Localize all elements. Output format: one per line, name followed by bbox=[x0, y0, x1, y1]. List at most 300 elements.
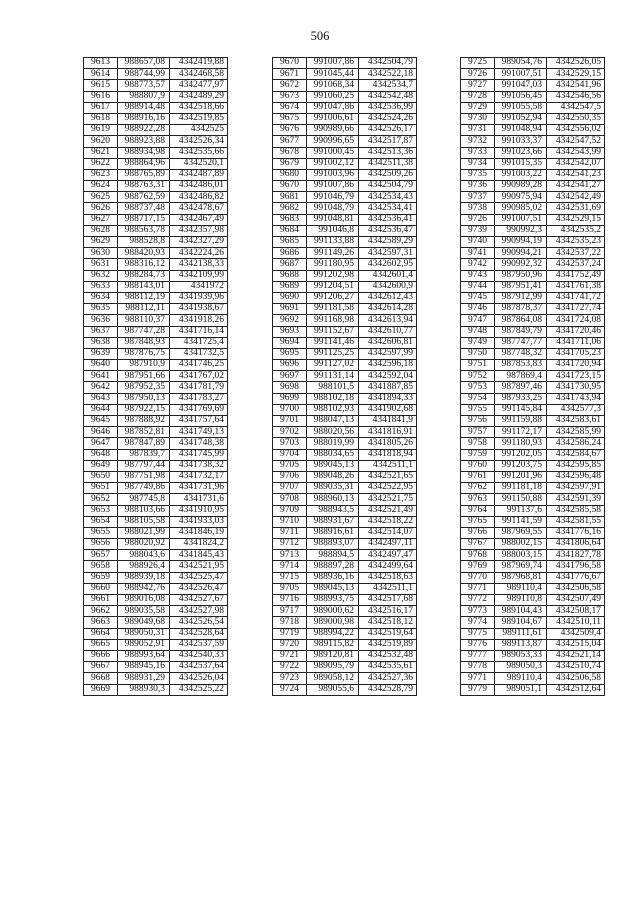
x-coordinate-cell: 991056,45 bbox=[495, 91, 547, 102]
x-coordinate-cell: 991068,34 bbox=[307, 80, 359, 91]
y-coordinate-cell: 4341741,72 bbox=[547, 292, 605, 303]
coordinate-table-left bbox=[83, 57, 228, 696]
x-coordinate-cell: 991150,88 bbox=[495, 494, 547, 505]
x-coordinate-cell: 988284,73 bbox=[118, 270, 170, 281]
x-coordinate-cell: 989110,8 bbox=[495, 595, 547, 606]
table-row bbox=[84, 281, 228, 292]
x-coordinate-cell: 991202,05 bbox=[495, 449, 547, 460]
x-coordinate-cell: 988893,07 bbox=[307, 539, 359, 550]
point-number-cell: 9726 bbox=[461, 214, 495, 225]
table-row bbox=[84, 237, 228, 248]
point-number-cell: 9628 bbox=[84, 225, 118, 236]
x-coordinate-cell: 991172,17 bbox=[495, 427, 547, 438]
table-row bbox=[461, 225, 605, 236]
table-row bbox=[273, 281, 417, 292]
x-coordinate-cell: 988034,65 bbox=[307, 449, 359, 460]
y-coordinate-cell: 4342526,47 bbox=[170, 583, 228, 594]
table-row bbox=[461, 527, 605, 538]
x-coordinate-cell: 987951,66 bbox=[118, 371, 170, 382]
point-number-cell: 9764 bbox=[461, 505, 495, 516]
y-coordinate-cell: 4342610,77 bbox=[359, 326, 417, 337]
x-coordinate-cell: 988914,48 bbox=[118, 102, 170, 113]
y-coordinate-cell: 4341761,38 bbox=[547, 281, 605, 292]
table-row bbox=[461, 516, 605, 527]
x-coordinate-cell: 991201,96 bbox=[495, 471, 547, 482]
x-coordinate-cell: 990985,02 bbox=[495, 203, 547, 214]
x-coordinate-cell: 987849,79 bbox=[495, 326, 547, 337]
table-row bbox=[273, 360, 417, 371]
x-coordinate-cell: 991181,58 bbox=[307, 304, 359, 315]
x-coordinate-cell: 990994,19 bbox=[495, 237, 547, 248]
table-row bbox=[461, 684, 605, 695]
point-number-cell: 9723 bbox=[273, 673, 307, 684]
table-row bbox=[84, 416, 228, 427]
table-row bbox=[273, 348, 417, 359]
x-coordinate-cell: 987869,4 bbox=[495, 371, 547, 382]
point-number-cell: 9660 bbox=[84, 583, 118, 594]
y-coordinate-cell: 4342535,2 bbox=[547, 225, 605, 236]
x-coordinate-cell: 989111,61 bbox=[495, 628, 547, 639]
x-coordinate-cell: 987952,35 bbox=[118, 382, 170, 393]
point-number-cell: 9751 bbox=[461, 360, 495, 371]
y-coordinate-cell: 4342541,23 bbox=[547, 169, 605, 180]
point-number-cell: 9642 bbox=[84, 382, 118, 393]
table-row bbox=[461, 259, 605, 270]
y-coordinate-cell: 4342511,38 bbox=[359, 158, 417, 169]
x-coordinate-cell: 991203,75 bbox=[495, 460, 547, 471]
point-number-cell: 9613 bbox=[84, 58, 118, 69]
x-coordinate-cell: 991141,59 bbox=[495, 516, 547, 527]
x-coordinate-cell: 987751,98 bbox=[118, 471, 170, 482]
point-number-cell: 9701 bbox=[273, 416, 307, 427]
point-number-cell: 9716 bbox=[273, 595, 307, 606]
point-number-cell: 9776 bbox=[461, 639, 495, 650]
x-coordinate-cell: 991159,88 bbox=[495, 416, 547, 427]
point-number-cell: 9673 bbox=[273, 91, 307, 102]
point-number-cell: 9736 bbox=[461, 181, 495, 192]
x-coordinate-cell: 988994,22 bbox=[307, 628, 359, 639]
y-coordinate-cell: 4342546,56 bbox=[547, 91, 605, 102]
x-coordinate-cell: 989000,62 bbox=[307, 606, 359, 617]
y-coordinate-cell: 4341748,38 bbox=[170, 438, 228, 449]
point-number-cell: 9656 bbox=[84, 539, 118, 550]
table-row bbox=[84, 147, 228, 158]
point-number-cell: 9643 bbox=[84, 393, 118, 404]
table-row bbox=[84, 304, 228, 315]
x-coordinate-cell: 990992,32 bbox=[495, 259, 547, 270]
point-number-cell: 9622 bbox=[84, 158, 118, 169]
x-coordinate-cell: 988563,78 bbox=[118, 225, 170, 236]
table-row bbox=[273, 292, 417, 303]
table-row bbox=[461, 270, 605, 281]
x-coordinate-cell: 991060,25 bbox=[307, 91, 359, 102]
x-coordinate-cell: 988047,13 bbox=[307, 416, 359, 427]
y-coordinate-cell: 4342537,22 bbox=[547, 248, 605, 259]
y-coordinate-cell: 4341902,68 bbox=[359, 404, 417, 415]
y-coordinate-cell: 4342519,85 bbox=[170, 113, 228, 124]
y-coordinate-cell: 4341846,19 bbox=[170, 527, 228, 538]
x-coordinate-cell: 987878,37 bbox=[495, 304, 547, 315]
y-coordinate-cell: 4341894,33 bbox=[359, 393, 417, 404]
table-row bbox=[273, 136, 417, 147]
point-number-cell: 9749 bbox=[461, 337, 495, 348]
x-coordinate-cell: 991007,51 bbox=[495, 214, 547, 225]
y-coordinate-cell: 4341720,46 bbox=[547, 326, 605, 337]
y-coordinate-cell: 4342497,47 bbox=[359, 550, 417, 561]
x-coordinate-cell: 988934,98 bbox=[118, 147, 170, 158]
point-number-cell: 9682 bbox=[273, 203, 307, 214]
table-row bbox=[273, 326, 417, 337]
point-number-cell: 9715 bbox=[273, 572, 307, 583]
y-coordinate-cell: 4342596,48 bbox=[547, 471, 605, 482]
y-coordinate-cell: 4342489,29 bbox=[170, 91, 228, 102]
x-coordinate-cell: 987950,13 bbox=[118, 393, 170, 404]
point-number-cell: 9683 bbox=[273, 214, 307, 225]
table-row bbox=[84, 192, 228, 203]
point-number-cell: 9713 bbox=[273, 550, 307, 561]
y-coordinate-cell: 4342601,4 bbox=[359, 270, 417, 281]
table-row bbox=[84, 80, 228, 91]
x-coordinate-cell: 988993,75 bbox=[307, 595, 359, 606]
x-coordinate-cell: 991046,79 bbox=[307, 192, 359, 203]
y-coordinate-cell: 4342504,79 bbox=[359, 58, 417, 69]
table-row bbox=[84, 125, 228, 136]
table-row bbox=[84, 181, 228, 192]
table-row bbox=[461, 404, 605, 415]
y-coordinate-cell: 4342526,05 bbox=[547, 58, 605, 69]
x-coordinate-cell: 988102,93 bbox=[307, 404, 359, 415]
point-number-cell: 9738 bbox=[461, 203, 495, 214]
x-coordinate-cell: 991152,67 bbox=[307, 326, 359, 337]
y-coordinate-cell: 4342597,91 bbox=[547, 483, 605, 494]
x-coordinate-cell: 988897,28 bbox=[307, 561, 359, 572]
point-number-cell: 9725 bbox=[461, 58, 495, 69]
x-coordinate-cell: 990989,66 bbox=[307, 125, 359, 136]
x-coordinate-cell: 989035,58 bbox=[118, 606, 170, 617]
y-coordinate-cell: 4341845,43 bbox=[170, 550, 228, 561]
y-coordinate-cell: 4342602,95 bbox=[359, 259, 417, 270]
table-row bbox=[84, 169, 228, 180]
x-coordinate-cell: 988916,16 bbox=[118, 113, 170, 124]
table-row bbox=[273, 404, 417, 415]
x-coordinate-cell: 989115,82 bbox=[307, 639, 359, 650]
table-row bbox=[461, 181, 605, 192]
point-number-cell: 9742 bbox=[461, 259, 495, 270]
x-coordinate-cell: 991045,44 bbox=[307, 69, 359, 80]
y-coordinate-cell: 4342612,43 bbox=[359, 292, 417, 303]
y-coordinate-cell: 4341749,13 bbox=[170, 427, 228, 438]
point-number-cell: 9625 bbox=[84, 192, 118, 203]
point-number-cell: 9623 bbox=[84, 169, 118, 180]
point-number-cell: 9635 bbox=[84, 304, 118, 315]
x-coordinate-cell: 988316,12 bbox=[118, 259, 170, 270]
x-coordinate-cell: 987888,92 bbox=[118, 416, 170, 427]
point-number-cell: 9661 bbox=[84, 595, 118, 606]
point-number-cell: 9763 bbox=[461, 494, 495, 505]
table-row bbox=[84, 494, 228, 505]
y-coordinate-cell: 4342528,64 bbox=[170, 628, 228, 639]
table-row bbox=[273, 583, 417, 594]
point-number-cell: 9694 bbox=[273, 337, 307, 348]
point-number-cell: 9648 bbox=[84, 449, 118, 460]
table-row bbox=[461, 449, 605, 460]
x-coordinate-cell: 988936,16 bbox=[307, 572, 359, 583]
y-coordinate-cell: 4341757,64 bbox=[170, 416, 228, 427]
table-row bbox=[461, 192, 605, 203]
x-coordinate-cell: 989110,4 bbox=[495, 673, 547, 684]
y-coordinate-cell: 4342467,49 bbox=[170, 214, 228, 225]
y-coordinate-cell: 4341731,96 bbox=[170, 483, 228, 494]
point-number-cell: 9652 bbox=[84, 494, 118, 505]
y-coordinate-cell: 4341752,49 bbox=[547, 270, 605, 281]
table-row bbox=[273, 673, 417, 684]
table-row bbox=[84, 527, 228, 538]
table-row bbox=[461, 158, 605, 169]
table-row bbox=[273, 113, 417, 124]
x-coordinate-cell: 989050,31 bbox=[118, 628, 170, 639]
point-number-cell: 9684 bbox=[273, 225, 307, 236]
y-coordinate-cell: 4342547,5 bbox=[547, 102, 605, 113]
table-row bbox=[273, 181, 417, 192]
y-coordinate-cell: 4342327,29 bbox=[170, 237, 228, 248]
y-coordinate-cell: 4342586,24 bbox=[547, 438, 605, 449]
x-coordinate-cell: 988943,5 bbox=[307, 505, 359, 516]
table-row bbox=[461, 550, 605, 561]
x-coordinate-cell: 991180,95 bbox=[307, 259, 359, 270]
table-row bbox=[84, 136, 228, 147]
x-coordinate-cell: 989035,31 bbox=[307, 483, 359, 494]
point-number-cell: 9693 bbox=[273, 326, 307, 337]
table-row bbox=[461, 292, 605, 303]
point-number-cell: 9671 bbox=[273, 69, 307, 80]
table-row bbox=[461, 58, 605, 69]
point-number-cell: 9681 bbox=[273, 192, 307, 203]
x-coordinate-cell: 988939,18 bbox=[118, 572, 170, 583]
point-number-cell: 9637 bbox=[84, 326, 118, 337]
point-number-cell: 9630 bbox=[84, 248, 118, 259]
table-row bbox=[84, 483, 228, 494]
x-coordinate-cell: 991141,46 bbox=[307, 337, 359, 348]
y-coordinate-cell: 4342525,47 bbox=[170, 572, 228, 583]
y-coordinate-cell: 4342542,49 bbox=[547, 192, 605, 203]
point-number-cell: 9772 bbox=[461, 595, 495, 606]
table-row bbox=[84, 505, 228, 516]
y-coordinate-cell: 4341743,94 bbox=[547, 393, 605, 404]
y-coordinate-cell: 4342510,74 bbox=[547, 662, 605, 673]
table-row bbox=[273, 561, 417, 572]
x-coordinate-cell: 988864,96 bbox=[118, 158, 170, 169]
point-number-cell: 9657 bbox=[84, 550, 118, 561]
y-coordinate-cell: 4341805,26 bbox=[359, 438, 417, 449]
x-coordinate-cell: 987969,74 bbox=[495, 561, 547, 572]
table-row bbox=[84, 561, 228, 572]
table-row bbox=[461, 595, 605, 606]
y-coordinate-cell: 4342528,79 bbox=[359, 684, 417, 695]
table-row bbox=[461, 606, 605, 617]
point-number-cell: 9712 bbox=[273, 539, 307, 550]
table-row bbox=[84, 348, 228, 359]
point-number-cell: 9714 bbox=[273, 561, 307, 572]
point-number-cell: 9675 bbox=[273, 113, 307, 124]
point-number-cell: 9614 bbox=[84, 69, 118, 80]
point-number-cell: 9654 bbox=[84, 516, 118, 527]
y-coordinate-cell: 4341938,67 bbox=[170, 304, 228, 315]
y-coordinate-cell: 4342486,82 bbox=[170, 192, 228, 203]
point-number-cell: 9755 bbox=[461, 404, 495, 415]
y-coordinate-cell: 4342527,98 bbox=[170, 606, 228, 617]
y-coordinate-cell: 4342535,61 bbox=[359, 662, 417, 673]
point-number-cell: 9664 bbox=[84, 628, 118, 639]
point-number-cell: 9686 bbox=[273, 248, 307, 259]
x-coordinate-cell: 991181,18 bbox=[495, 483, 547, 494]
y-coordinate-cell: 4342519,64 bbox=[359, 628, 417, 639]
point-number-cell: 9649 bbox=[84, 460, 118, 471]
y-coordinate-cell: 4342537,64 bbox=[170, 662, 228, 673]
point-number-cell: 9696 bbox=[273, 360, 307, 371]
x-coordinate-cell: 988926,4 bbox=[118, 561, 170, 572]
coordinate-table-middle bbox=[272, 57, 417, 696]
y-coordinate-cell: 4342556,02 bbox=[547, 125, 605, 136]
y-coordinate-cell: 4341711,06 bbox=[547, 337, 605, 348]
y-coordinate-cell: 4341776,16 bbox=[547, 527, 605, 538]
table-row bbox=[461, 673, 605, 684]
y-coordinate-cell: 4342527,67 bbox=[170, 595, 228, 606]
point-number-cell: 9699 bbox=[273, 393, 307, 404]
table-row bbox=[461, 471, 605, 482]
table-row bbox=[84, 326, 228, 337]
table-row bbox=[273, 494, 417, 505]
x-coordinate-cell: 991047,86 bbox=[307, 102, 359, 113]
y-coordinate-cell: 4342138,33 bbox=[170, 259, 228, 270]
x-coordinate-cell: 989120,81 bbox=[307, 650, 359, 661]
x-coordinate-cell: 987864,08 bbox=[495, 315, 547, 326]
x-coordinate-cell: 991007,86 bbox=[307, 181, 359, 192]
y-coordinate-cell: 4341818,94 bbox=[359, 449, 417, 460]
y-coordinate-cell: 4341827,78 bbox=[547, 550, 605, 561]
table-row bbox=[273, 169, 417, 180]
table-row bbox=[461, 348, 605, 359]
table-row bbox=[461, 561, 605, 572]
x-coordinate-cell: 988717,15 bbox=[118, 214, 170, 225]
y-coordinate-cell: 4342595,85 bbox=[547, 460, 605, 471]
point-number-cell: 9727 bbox=[461, 80, 495, 91]
y-coordinate-cell: 4342520,1 bbox=[170, 158, 228, 169]
point-number-cell: 9731 bbox=[461, 125, 495, 136]
x-coordinate-cell: 991048,79 bbox=[307, 203, 359, 214]
y-coordinate-cell: 4342513,36 bbox=[359, 147, 417, 158]
x-coordinate-cell: 991131,14 bbox=[307, 371, 359, 382]
x-coordinate-cell: 988993,64 bbox=[118, 650, 170, 661]
table-row bbox=[273, 259, 417, 270]
table-row bbox=[461, 583, 605, 594]
point-number-cell: 9687 bbox=[273, 259, 307, 270]
table-row bbox=[273, 69, 417, 80]
x-coordinate-cell: 989052,91 bbox=[118, 639, 170, 650]
table-row bbox=[461, 91, 605, 102]
table-row bbox=[461, 427, 605, 438]
y-coordinate-cell: 4342224,26 bbox=[170, 248, 228, 259]
table-row bbox=[84, 91, 228, 102]
y-coordinate-cell: 4342529,15 bbox=[547, 214, 605, 225]
point-number-cell: 9659 bbox=[84, 572, 118, 583]
point-number-cell: 9670 bbox=[273, 58, 307, 69]
y-coordinate-cell: 4342468,58 bbox=[170, 69, 228, 80]
point-number-cell: 9619 bbox=[84, 125, 118, 136]
y-coordinate-cell: 4342521,95 bbox=[170, 561, 228, 572]
x-coordinate-cell: 987748,32 bbox=[495, 348, 547, 359]
table-row bbox=[84, 583, 228, 594]
point-number-cell: 9695 bbox=[273, 348, 307, 359]
point-number-cell: 9653 bbox=[84, 505, 118, 516]
point-number-cell: 9624 bbox=[84, 181, 118, 192]
point-number-cell: 9629 bbox=[84, 237, 118, 248]
point-number-cell: 9747 bbox=[461, 315, 495, 326]
x-coordinate-cell: 987745,8 bbox=[118, 494, 170, 505]
point-number-cell: 9670 bbox=[273, 181, 307, 192]
table-row bbox=[273, 650, 417, 661]
table-row bbox=[273, 662, 417, 673]
table-row bbox=[84, 203, 228, 214]
y-coordinate-cell: 4342592,04 bbox=[359, 371, 417, 382]
y-coordinate-cell: 4342535,23 bbox=[547, 237, 605, 248]
table-row bbox=[273, 315, 417, 326]
point-number-cell: 9665 bbox=[84, 639, 118, 650]
x-coordinate-cell: 988931,29 bbox=[118, 673, 170, 684]
table-row bbox=[273, 158, 417, 169]
table-row bbox=[84, 662, 228, 673]
point-number-cell: 9708 bbox=[273, 494, 307, 505]
table-row bbox=[84, 315, 228, 326]
point-number-cell: 9640 bbox=[84, 360, 118, 371]
y-coordinate-cell: 4342529,15 bbox=[547, 69, 605, 80]
x-coordinate-cell: 987747,77 bbox=[495, 337, 547, 348]
y-coordinate-cell: 4341841,9 bbox=[359, 416, 417, 427]
y-coordinate-cell: 4342542,07 bbox=[547, 158, 605, 169]
y-coordinate-cell: 4341910,95 bbox=[170, 505, 228, 516]
table-row bbox=[273, 393, 417, 404]
y-coordinate-cell: 4342524,26 bbox=[359, 113, 417, 124]
point-number-cell: 9734 bbox=[461, 158, 495, 169]
table-row bbox=[461, 494, 605, 505]
y-coordinate-cell: 4342517,87 bbox=[359, 136, 417, 147]
x-coordinate-cell: 991046,8 bbox=[307, 225, 359, 236]
y-coordinate-cell: 4342518,12 bbox=[359, 617, 417, 628]
x-coordinate-cell: 987847,89 bbox=[118, 438, 170, 449]
x-coordinate-cell: 991202,98 bbox=[307, 270, 359, 281]
y-coordinate-cell: 4342521,14 bbox=[547, 650, 605, 661]
point-number-cell: 9615 bbox=[84, 80, 118, 91]
x-coordinate-cell: 991007,51 bbox=[495, 69, 547, 80]
table-row bbox=[84, 292, 228, 303]
point-number-cell: 9689 bbox=[273, 281, 307, 292]
y-coordinate-cell: 4342357,98 bbox=[170, 225, 228, 236]
point-number-cell: 9626 bbox=[84, 203, 118, 214]
x-coordinate-cell: 988942,76 bbox=[118, 583, 170, 594]
point-number-cell: 9658 bbox=[84, 561, 118, 572]
y-coordinate-cell: 4342543,99 bbox=[547, 147, 605, 158]
y-coordinate-cell: 4342506,58 bbox=[547, 583, 605, 594]
y-coordinate-cell: 4342534,41 bbox=[359, 203, 417, 214]
y-coordinate-cell: 4342532,48 bbox=[359, 650, 417, 661]
table-row bbox=[84, 360, 228, 371]
point-number-cell: 9743 bbox=[461, 270, 495, 281]
table-row bbox=[461, 203, 605, 214]
y-coordinate-cell: 4342614,28 bbox=[359, 304, 417, 315]
y-coordinate-cell: 4341730,95 bbox=[547, 382, 605, 393]
x-coordinate-cell: 991137,6 bbox=[495, 505, 547, 516]
x-coordinate-cell: 988763,31 bbox=[118, 181, 170, 192]
table-row bbox=[461, 438, 605, 449]
